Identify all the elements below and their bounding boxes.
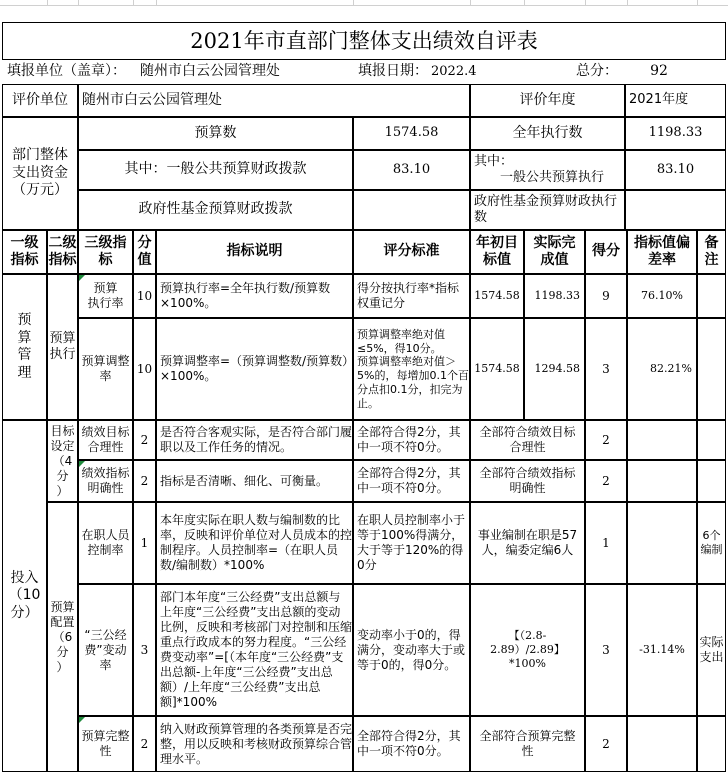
row4-desc: 指标是否清晰、细化、可衡量。 — [156, 460, 353, 502]
row2-deviation: 82.21% — [627, 318, 697, 420]
row7-deviation — [627, 716, 697, 772]
group-target-setting: 目标 设定 （4分 ） — [47, 420, 78, 502]
row7-lvl3: 预算完整 性 — [78, 716, 133, 772]
row5-desc: 本年度实际在职人数与编制数的比率，反映和评价单位对人员成本的控制程序。人员控制率=（在职人员数/编制数）*100% — [156, 502, 353, 584]
row4-std: 全部符合得2分，其中一项不符0分。 — [353, 460, 470, 502]
row6-std: 变动率小于0的，得满分，变动率大于或等于0的，得0分。 — [353, 584, 470, 716]
row1-deviation: 76.10% — [627, 274, 697, 318]
row7-std: 全部符合得2分，其中一项不符0分。 — [353, 716, 470, 772]
row7-score: 2 — [133, 716, 156, 772]
report-title: 2021年市直部门整体支出绩效自评表 — [2, 22, 726, 60]
gov-fund-exec-label: 政府性基金预算财政执行数 — [470, 190, 625, 230]
group-budget-management: 预 算 管 理 — [2, 274, 47, 420]
row3-score: 2 — [133, 420, 156, 460]
row1-note — [697, 274, 726, 318]
row2-desc: 预算调整率=（预算调整数/预算数）×100%。 — [156, 318, 353, 420]
total-score-value: 92 — [650, 63, 668, 80]
row6-value-merged: 【（2.8-2.89）/2.89】*100% — [470, 584, 585, 716]
row2-note — [697, 318, 726, 420]
row1-got: 9 — [585, 274, 627, 318]
col-header-score: 分值 — [133, 230, 156, 274]
row1-target: 1574.58 — [470, 274, 524, 318]
row6-score: 3 — [133, 584, 156, 716]
row4-lvl3: 绩效指标 明确性 — [78, 460, 133, 502]
col-header-lvl3: 三级指标 — [78, 230, 133, 274]
row5-got: 1 — [585, 502, 627, 584]
row2-lvl3: 预算调整 率 — [78, 318, 133, 420]
col-header-target: 年初目标值 — [470, 230, 524, 274]
row5-std: 在职人员控制率小于等于100%得满分，大于等于120%的得0分 — [353, 502, 470, 584]
row7-value-merged: 全部符合预算完整性 — [470, 716, 585, 772]
fill-unit-label: 填报单位（盖章）： — [7, 63, 126, 80]
total-score-label: 总分： — [576, 63, 618, 80]
row5-deviation — [627, 502, 697, 584]
row2-score: 10 — [133, 318, 156, 420]
row1-score: 10 — [133, 274, 156, 318]
eval-unit-label: 评价单位 — [2, 84, 78, 117]
exec-label: 全年执行数 — [470, 117, 625, 150]
col-header-std: 评分标准 — [353, 230, 470, 274]
row2-std: 预算调整率绝对值≤5%，得10分。 预算调整率绝对值＞5%的，每增加0.1个百分点扣0.1分，扣完为止。 — [353, 318, 470, 420]
public-budget-value: 83.10 — [353, 150, 470, 190]
row3-value-merged: 全部符合绩效目标合理性 — [470, 420, 585, 460]
row7-got: 2 — [585, 716, 627, 772]
row7-desc: 纳入财政预算管理的各类预算是否完整，用以反映和考核财政预算综合管理水平。 — [156, 716, 353, 772]
cell-warning-marker — [79, 717, 85, 723]
row4-note — [697, 460, 726, 502]
row5-note: 6个 编制 — [697, 502, 726, 584]
budget-value: 1574.58 — [353, 117, 470, 150]
group-input: 投入 （10 分） — [2, 420, 47, 772]
group-budget-execution: 预算 执行 — [47, 274, 78, 420]
row6-desc: 部门本年度“三公经费”支出总额与上年度“三公经费”支出总额的变动比例，反映和考核部门对控制和压缩重点行政成本的努力程度。“三公经费变动率”=[（本年度“三公经费”支出总额-上年度“三公经费”支出总额）/上年度“三公经费”支出总额]*100% — [156, 584, 353, 716]
row4-value-merged: 全部符合绩效指标明确性 — [470, 460, 585, 502]
gov-fund-exec-value — [625, 190, 726, 230]
row5-lvl3: 在职人员 控制率 — [78, 502, 133, 584]
row3-desc: 是否符合客观实际，是否符合部门履职以及工作任务的情况。 — [156, 420, 353, 460]
col-header-desc: 指标说明 — [156, 230, 353, 274]
row4-score: 2 — [133, 460, 156, 502]
eval-year-value: 2021年度 — [625, 84, 726, 117]
row1-desc: 预算执行率=全年执行数/预算数×100%。 — [156, 274, 353, 318]
funds-label: 部门整体 支出资金 （万元） — [2, 117, 78, 230]
exec-value: 1198.33 — [625, 117, 726, 150]
fill-unit-value: 随州市白云公园管理处 — [140, 63, 280, 80]
row2-actual: 1294.58 — [524, 318, 585, 420]
row6-deviation: -31.14% — [627, 584, 697, 716]
cell-warning-marker — [79, 275, 85, 281]
fill-date-label: 填报日期： — [358, 63, 428, 80]
row3-lvl3: 绩效目标 合理性 — [78, 420, 133, 460]
row7-note — [697, 716, 726, 772]
row5-value-merged: 事业编制在职是57人，编委定编6人 — [470, 502, 585, 584]
eval-year-label: 评价年度 — [470, 84, 625, 117]
row3-got: 2 — [585, 420, 627, 460]
col-header-actual: 实际完成值 — [524, 230, 585, 274]
gov-fund-label: 政府性基金预算财政拨款 — [78, 190, 353, 230]
public-exec-value: 83.10 — [625, 150, 726, 190]
budget-label: 预算数 — [78, 117, 353, 150]
eval-unit-value: 随州市白云公园管理处 — [78, 84, 470, 117]
col-header-deviation: 指标值偏差率 — [627, 230, 697, 274]
fill-date-value: 2022.4 — [431, 63, 477, 79]
row6-lvl3: “三公经 费”变动 率 — [78, 584, 133, 716]
cell-warning-marker — [79, 461, 85, 467]
row2-got: 3 — [585, 318, 627, 420]
row5-score: 1 — [133, 502, 156, 584]
row4-got: 2 — [585, 460, 627, 502]
public-exec-label: 其中： 一般公共预算执行 — [470, 150, 625, 190]
row3-note — [697, 420, 726, 460]
row2-target: 1574.58 — [470, 318, 524, 420]
col-header-note: 备注 — [697, 230, 726, 274]
gov-fund-value — [353, 190, 470, 230]
row6-got: 3 — [585, 584, 627, 716]
public-budget-label: 其中：一般公共预算财政拨款 — [78, 150, 353, 190]
sheet-gridline-strip — [0, 0, 728, 6]
row4-deviation — [627, 460, 697, 502]
row1-std: 得分按执行率*指标权重记分 — [353, 274, 470, 318]
group-budget-allocation: 预算 配置 （6分 ） — [47, 502, 78, 772]
row6-note: 实际 支出 — [697, 584, 726, 716]
row1-lvl3: 预算 执行率 — [78, 274, 133, 318]
col-header-got: 得分 — [585, 230, 627, 274]
row1-actual: 1198.33 — [524, 274, 585, 318]
col-header-lvl1: 一级指标 — [2, 230, 47, 274]
row3-std: 全部符合得2分，其中一项不符0分。 — [353, 420, 470, 460]
col-header-lvl2: 二级指标 — [47, 230, 78, 274]
row3-deviation — [627, 420, 697, 460]
